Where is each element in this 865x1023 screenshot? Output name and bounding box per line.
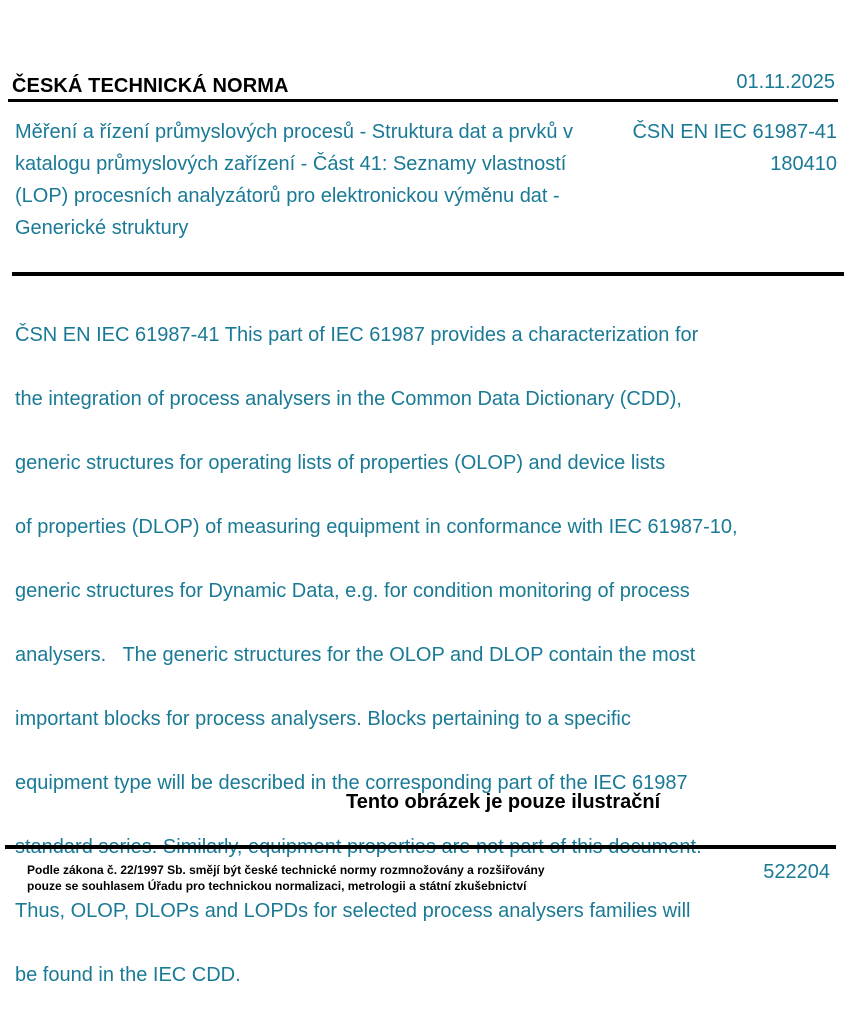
catalog-number: 522204 — [763, 861, 830, 883]
top-divider — [8, 99, 838, 102]
classification-code: 180410 — [770, 153, 837, 175]
abstract-line: important blocks for process analysers. Blocks pertaining to a specific — [15, 708, 631, 730]
legal-notice-line: Podle zákona č. 22/1997 Sb. smějí být české technické normy rozmnožovány a rozšiřovány — [27, 863, 545, 877]
abstract-line: generic structures for operating lists of properties (OLOP) and device lists — [15, 452, 666, 474]
abstract-line: of properties (DLOP) of measuring equipment in conformance with IEC 61987-10, — [15, 516, 738, 538]
abstract-line: the integration of process analysers in the Common Data Dictionary (CDD), — [15, 388, 682, 410]
abstract-line: generic structures for Dynamic Data, e.g. for condition monitoring of process — [15, 580, 690, 602]
abstract-text — [15, 287, 805, 1023]
legal-notice-line: pouze se souhlasem Úřadu pro technickou normalizaci, metrologii a státní zkušebnictví — [27, 879, 527, 893]
abstract-line: be found in the IEC CDD. — [15, 964, 241, 986]
document-type-heading: ČESKÁ TECHNICKÁ NORMA — [12, 75, 289, 97]
middle-divider — [12, 272, 844, 276]
legal-notice — [27, 862, 647, 894]
bottom-divider — [5, 845, 836, 849]
abstract-line: ČSN EN IEC 61987-41 This part of IEC 61987 provides a characterization for — [15, 324, 699, 346]
abstract-line: equipment type will be described in the corresponding part of the IEC 61987 — [15, 772, 688, 794]
standard-designation: ČSN EN IEC 61987-41 — [632, 121, 837, 143]
abstract-line: analysers. The generic structures for the OLOP and DLOP contain the most — [15, 644, 696, 666]
standard-title: Měření a řízení průmyslových procesů - Struktura dat a prvků v katalogu průmyslových zařízení - Část 41: Seznamy vlastností (LOP) procesních analyzátorů pro elektronickou výměnu dat - Generické struktury — [15, 121, 573, 239]
standard-number — [632, 116, 837, 180]
illustration-note: Tento obrázek je pouze ilustrační — [346, 791, 661, 813]
abstract-line: Thus, OLOP, DLOPs and LOPDs for selected process analysers families will — [15, 900, 691, 922]
publication-date: 01.11.2025 — [736, 71, 835, 93]
